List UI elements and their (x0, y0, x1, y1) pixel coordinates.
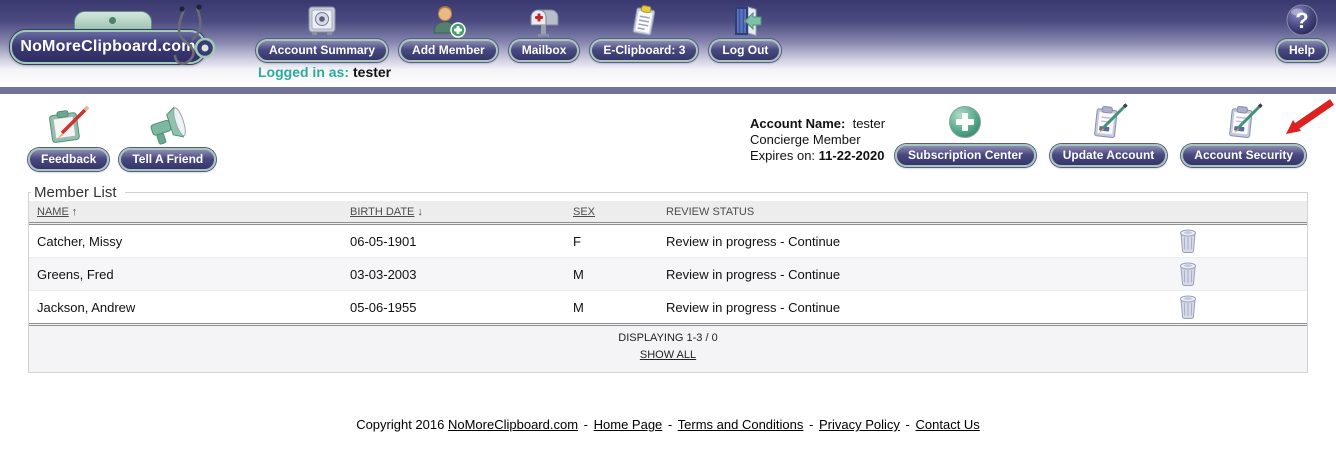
show-all-link[interactable]: SHOW ALL (639, 349, 697, 361)
member-row (29, 291, 1307, 323)
account-summary-button[interactable]: Account Summary (256, 39, 388, 62)
account-name-value: tester (852, 116, 886, 131)
account-name-label: Account Name: (750, 116, 846, 131)
footer-link-nomoreclipboard[interactable]: NoMoreClipboard.com (447, 417, 579, 432)
member-list-header-row (29, 201, 1307, 225)
action-row (0, 94, 1336, 178)
add-member-icon[interactable] (430, 2, 466, 38)
help-button[interactable]: Help (1276, 39, 1328, 62)
megaphone-icon[interactable] (144, 104, 192, 146)
action-item-subscription-center (895, 100, 1036, 167)
column-header-name[interactable]: NAME ↑ (37, 205, 78, 218)
trash-icon (1178, 261, 1198, 287)
footer-separator: - (667, 417, 673, 432)
footer-link-privacy-policy[interactable]: Privacy Policy (818, 417, 900, 432)
account-security-button[interactable]: Account Security (1181, 144, 1306, 167)
delete-member-button[interactable] (1178, 294, 1198, 320)
member-sex: M (573, 299, 584, 315)
update-account-clipboard-icon[interactable] (1088, 100, 1130, 142)
mailbox-button[interactable]: Mailbox (509, 39, 580, 62)
question-mark-icon[interactable] (1284, 2, 1320, 38)
update-account-button[interactable]: Update Account (1050, 144, 1168, 167)
footer-separator: - (809, 417, 814, 432)
member-name: Jackson, Andrew (37, 299, 136, 315)
footer-link-terms-and-conditions[interactable]: Terms and Conditions (677, 417, 804, 432)
nomoreclipboard-logo[interactable] (10, 2, 240, 72)
column-header-sex[interactable]: SEX (573, 205, 596, 218)
logged-in-status (258, 64, 391, 80)
footer-link-contact-us[interactable]: Contact Us (915, 417, 980, 432)
member-birth-date: 05-06-1955 (350, 299, 417, 315)
account-security-clipboard-icon[interactable] (1223, 100, 1265, 142)
add-member-button[interactable]: Add Member (399, 39, 498, 62)
member-review-status[interactable]: Review in progress - Continue (666, 233, 841, 249)
e-clipboard-button[interactable]: E-Clipboard: 3 (590, 39, 698, 62)
member-list-footer (29, 323, 1307, 372)
feedback-clipboard-pencil-icon[interactable] (45, 104, 93, 146)
sort-ascending-icon: ↑ (71, 205, 78, 218)
logout-door-icon[interactable] (728, 2, 762, 38)
displaying-count: DISPLAYING 1-3 / 0 (618, 332, 718, 344)
main-content (0, 94, 1336, 432)
footer-separator: - (905, 417, 910, 432)
action-item-update-account (1050, 100, 1168, 167)
green-plus-icon[interactable] (946, 100, 984, 142)
subscription-center-button[interactable]: Subscription Center (895, 144, 1036, 167)
copyright-text: Copyright 2016 (356, 417, 445, 432)
nav-item-help (1276, 2, 1328, 62)
right-action-buttons (895, 100, 1306, 167)
left-action-buttons (28, 104, 216, 171)
footer-separator: - (583, 417, 589, 432)
column-header-birth-date[interactable]: BIRTH DATE ↓ (350, 205, 423, 218)
delete-member-button[interactable] (1178, 228, 1198, 254)
member-sex: F (573, 233, 581, 249)
member-review-status[interactable]: Review in progress - Continue (666, 299, 841, 315)
account-name-line (750, 116, 885, 132)
stethoscope-icon (162, 2, 232, 77)
nav-item-log-out (709, 2, 781, 62)
annotation-arrow-icon (1274, 98, 1336, 145)
delete-member-button[interactable] (1178, 261, 1198, 287)
nav-item-account-summary (256, 2, 388, 62)
membership-level: Concierge Member (750, 132, 861, 147)
page-header (0, 0, 1336, 87)
main-nav (256, 2, 781, 62)
member-name: Greens, Fred (37, 266, 114, 282)
tell-a-friend-button[interactable]: Tell A Friend (119, 148, 216, 171)
trash-icon (1178, 294, 1198, 320)
logged-in-label: Logged in as: (258, 64, 349, 80)
mailbox-icon[interactable] (527, 2, 561, 38)
action-item-tell-a-friend (119, 104, 216, 171)
member-list-panel (28, 184, 1308, 373)
account-info (750, 116, 885, 164)
column-header-review-status: REVIEW STATUS (666, 205, 755, 218)
copyright-bar (0, 417, 1336, 432)
expires-line (750, 148, 885, 164)
nav-item-mailbox (509, 2, 580, 62)
member-row (29, 225, 1307, 258)
member-birth-date: 06-05-1901 (350, 233, 417, 249)
safe-icon[interactable] (305, 2, 339, 38)
logo-text[interactable]: NoMoreClipboard.com (10, 30, 206, 64)
member-list-title: Member List (34, 184, 117, 201)
sort-descending-icon: ↓ (417, 205, 423, 218)
trash-icon (1178, 228, 1198, 254)
expires-date: 11-22-2020 (818, 148, 885, 163)
logged-in-username: tester (353, 64, 392, 80)
log-out-button[interactable]: Log Out (709, 39, 781, 62)
feedback-button[interactable]: Feedback (28, 148, 109, 171)
expires-label: Expires on: (750, 148, 816, 163)
svg-text:?: ? (1295, 8, 1309, 33)
member-review-status[interactable]: Review in progress - Continue (666, 266, 841, 282)
footer-link-home-page[interactable]: Home Page (593, 417, 663, 432)
header-divider-bar (0, 87, 1336, 94)
e-clipboard-icon[interactable] (627, 2, 661, 38)
action-item-feedback (28, 104, 109, 171)
member-row (29, 258, 1307, 291)
member-sex: M (573, 266, 584, 282)
member-birth-date: 03-03-2003 (350, 266, 417, 282)
nav-item-add-member (399, 2, 498, 62)
member-name: Catcher, Missy (37, 233, 123, 249)
nav-item-e-clipboard (590, 2, 698, 62)
